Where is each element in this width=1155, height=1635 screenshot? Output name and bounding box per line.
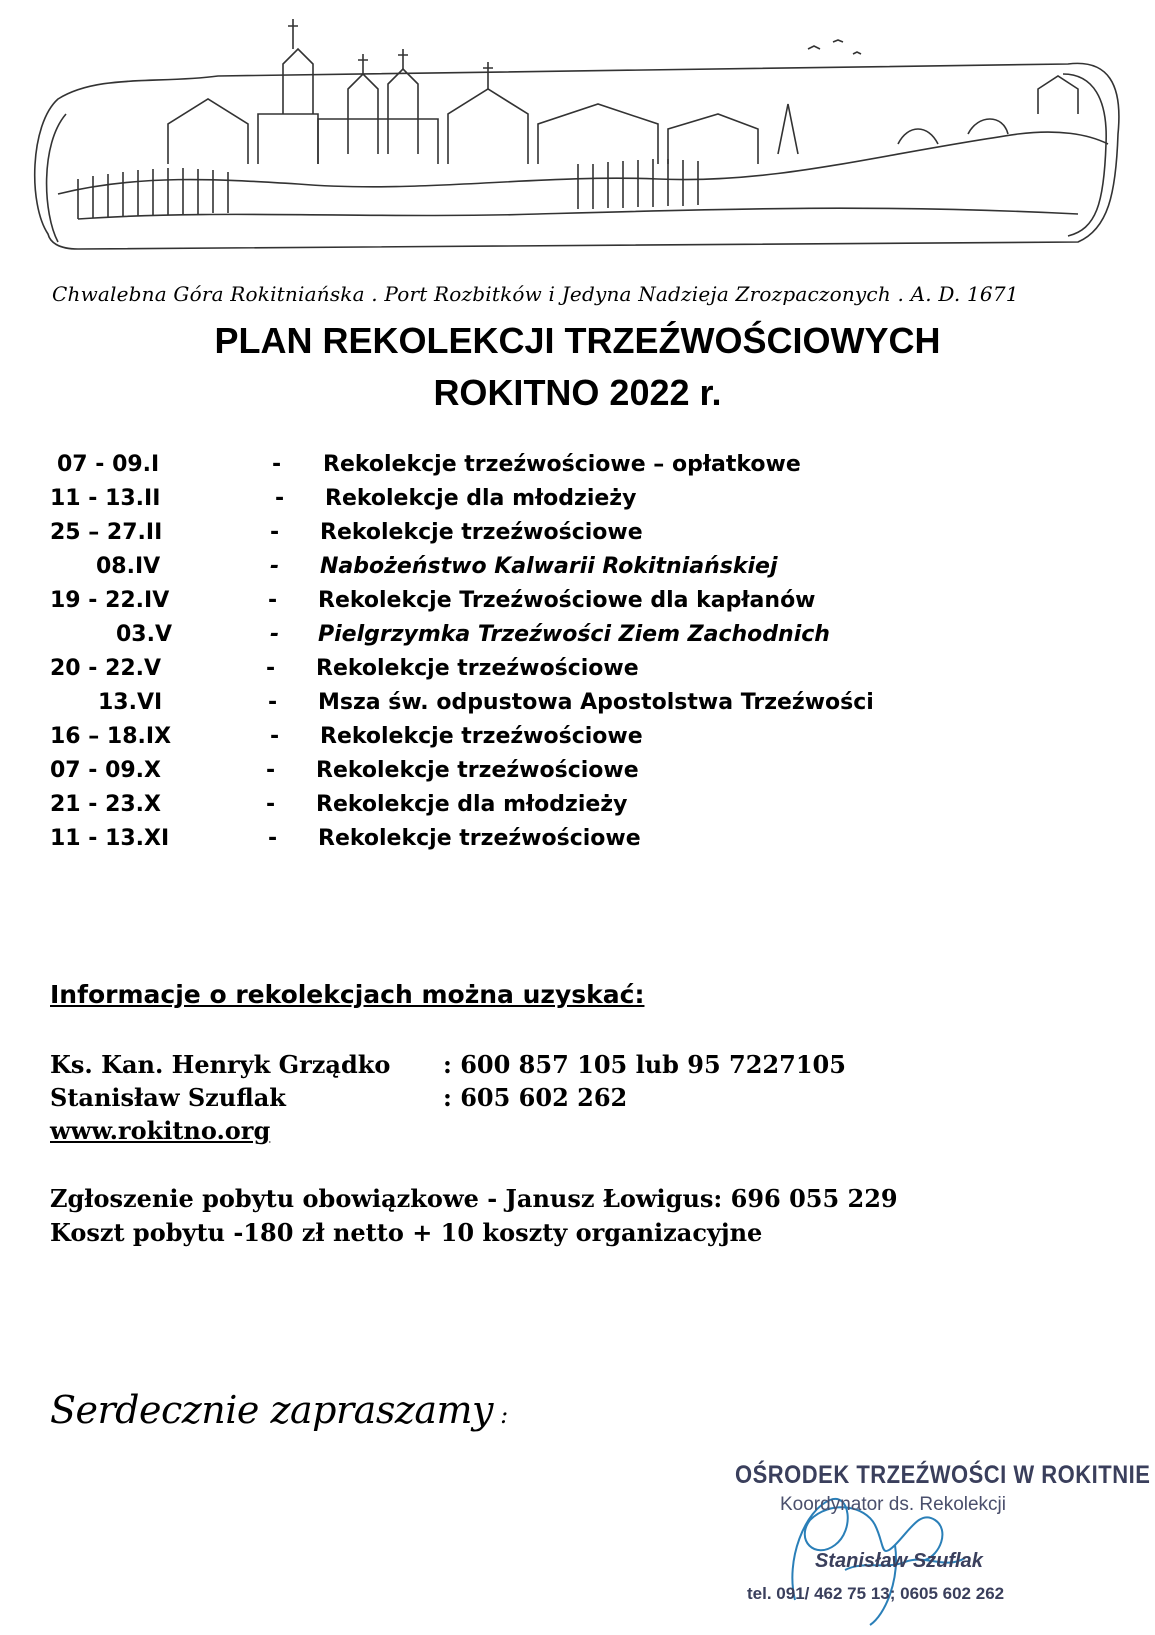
page-subtitle-year: ROKITNO 2022 r.	[433, 372, 722, 413]
schedule-event: Rekolekcje trzeźwościowe	[316, 758, 639, 783]
schedule-row	[0, 554, 1155, 586]
schedule-event: Rekolekcje dla młodzieży	[316, 792, 628, 817]
schedule-event: Msza św. odpustowa Apostolstwa Trzeźwości	[318, 690, 874, 715]
contact-name: Ks. Kan. Henryk Grządko	[50, 1050, 391, 1079]
schedule-row	[0, 486, 1155, 518]
schedule-date: 11 - 13.XI	[50, 826, 170, 851]
schedule-event: Rekolekcje dla młodzieży	[325, 486, 637, 511]
info-heading: Informacje o rekolekcjach można uzyskać:	[50, 980, 645, 1009]
schedule-separator: -	[270, 520, 280, 545]
schedule-event: Rekolekcje trzeźwościowe	[316, 656, 639, 681]
schedule-separator: -	[275, 486, 285, 511]
closing-invitation	[50, 1388, 508, 1432]
closing-text: Serdecznie zapraszamy	[50, 1388, 493, 1432]
schedule-date: 19 - 22.IV	[50, 588, 170, 613]
registration-line: Zgłoszenie pobytu obowiązkowe - Janusz Łowigus: 696 055 229	[50, 1184, 898, 1213]
schedule-date: 21 - 23.X	[50, 792, 161, 817]
schedule-separator: -	[272, 452, 282, 477]
historical-subtitle: Chwalebna Góra Rokitniańska . Port Rozbitków i Jedyna Nadzieja Zrozpaczonych . A. D. 1671	[52, 282, 1019, 306]
schedule-separator: -	[266, 792, 276, 817]
schedule-row	[0, 656, 1155, 688]
schedule-date: 11 - 13.II	[50, 486, 161, 511]
website-link[interactable]: www.rokitno.org	[50, 1116, 271, 1145]
schedule-date: 13.VI	[98, 690, 163, 715]
schedule-separator: -	[268, 588, 278, 613]
schedule-separator: -	[270, 724, 280, 749]
schedule-event: Rekolekcje Trzeźwościowe dla kapłanów	[318, 588, 816, 613]
schedule-row	[0, 622, 1155, 654]
stamp-name: Stanisław Szuflak	[815, 1550, 983, 1572]
stamp-organization: OŚRODEK TRZEŹWOŚCI W ROKITNIE	[735, 1460, 1151, 1489]
schedule-date: 08.IV	[96, 554, 161, 579]
contact-phone: : 605 602 262	[443, 1083, 628, 1112]
schedule-row	[0, 690, 1155, 722]
schedule-separator: -	[266, 656, 276, 681]
closing-colon: :	[493, 1401, 508, 1429]
schedule-event: Nabożeństwo Kalwarii Rokitniańskiej	[320, 554, 778, 579]
town-panorama-engraving	[18, 4, 1138, 266]
schedule-separator: -	[268, 690, 278, 715]
schedule-separator: -	[270, 622, 280, 647]
schedule-event: Rekolekcje trzeźwościowe	[320, 724, 643, 749]
schedule-date: 20 - 22.V	[50, 656, 162, 681]
schedule-row	[0, 792, 1155, 824]
stamp-role: Koordynator ds. Rekolekcji	[780, 1494, 1006, 1515]
schedule-separator: -	[270, 554, 280, 579]
schedule-date: 07 - 09.I	[57, 452, 160, 477]
schedule-event: Rekolekcje trzeźwościowe	[320, 520, 643, 545]
cost-line: Koszt pobytu -180 zł netto + 10 koszty organizacyjne	[50, 1218, 763, 1247]
schedule-row	[0, 724, 1155, 756]
schedule-row	[0, 588, 1155, 620]
organization-stamp	[735, 1450, 1151, 1630]
page-title: PLAN REKOLEKCJI TRZEŹWOŚCIOWYCH	[214, 320, 941, 361]
contact-name: Stanisław Szuflak	[50, 1083, 286, 1112]
schedule-date: 25 – 27.II	[50, 520, 163, 545]
schedule-event: Rekolekcje trzeźwościowe	[318, 826, 641, 851]
contact-phone: : 600 857 105 lub 95 7227105	[443, 1050, 846, 1079]
schedule-date: 03.V	[116, 622, 172, 647]
schedule-event: Rekolekcje trzeźwościowe – opłatkowe	[323, 452, 801, 477]
schedule-date: 07 - 09.X	[50, 758, 161, 783]
contact-line-coordinator	[50, 1083, 628, 1112]
schedule-row	[0, 758, 1155, 790]
schedule-row	[0, 452, 1155, 484]
schedule-row	[0, 520, 1155, 552]
schedule-date: 16 – 18.IX	[50, 724, 172, 749]
schedule-separator: -	[266, 758, 276, 783]
stamp-phone: tel. 091/ 462 75 13; 0605 602 262	[747, 1584, 1005, 1603]
schedule-event: Pielgrzymka Trzeźwości Ziem Zachodnich	[318, 622, 830, 647]
schedule-separator: -	[268, 826, 278, 851]
contact-line-priest	[50, 1050, 846, 1079]
schedule-row	[0, 826, 1155, 858]
